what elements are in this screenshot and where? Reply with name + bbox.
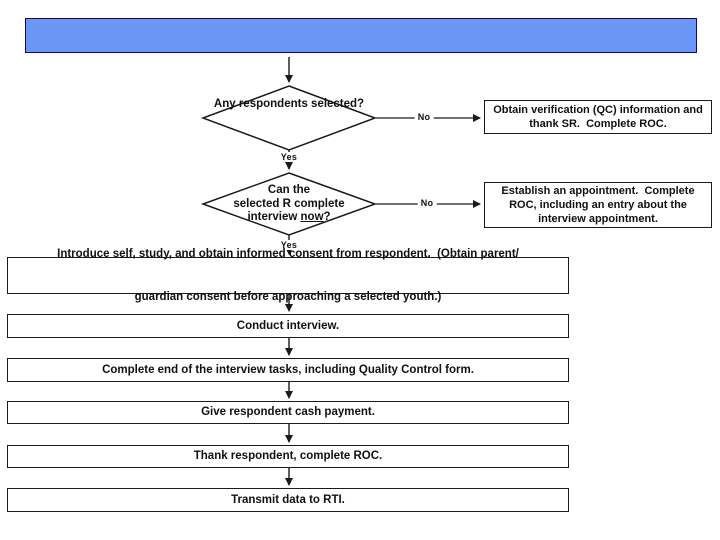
no-branch-box-appointment: Establish an appointment. Complete ROC, including an entry about the interview appointment. <box>484 182 712 228</box>
step-box-conduct-interview: Conduct interview. <box>7 314 569 338</box>
decision2-yes-label: Yes <box>278 240 300 250</box>
title-banner <box>25 18 697 53</box>
step-box-thank-respondent: Thank respondent, complete ROC. <box>7 445 569 468</box>
decision1-question: Any respondents selected? <box>213 98 365 110</box>
decision2-no-label: No <box>418 198 437 208</box>
step-box-cash-payment: Give respondent cash payment. <box>7 401 569 424</box>
decision1-diamond <box>203 86 375 150</box>
step1-line2: guardian consent before approaching a selected youth.) <box>134 290 442 303</box>
underlined-now: now <box>300 211 324 224</box>
step1-line1: Introduce self, study, and obtain informed consent from respondent. (Obtain parent/ <box>57 247 519 260</box>
step-box-end-of-interview-tasks: Complete end of the interview tasks, including Quality Control form. <box>7 358 569 382</box>
step-box-transmit-data: Transmit data to RTI. <box>7 488 569 512</box>
step-box-informed-consent <box>7 247 569 303</box>
decision2-line2: selected R complete <box>233 197 345 210</box>
decision1-yes-label: Yes <box>278 152 300 162</box>
decision2-line1: Can the <box>267 184 311 196</box>
decision1-no-label: No <box>415 112 434 122</box>
no-branch-box-verification: Obtain verification (QC) information and thank SR. Complete ROC. <box>484 100 712 134</box>
decision2-line3: interview now? <box>247 211 331 224</box>
